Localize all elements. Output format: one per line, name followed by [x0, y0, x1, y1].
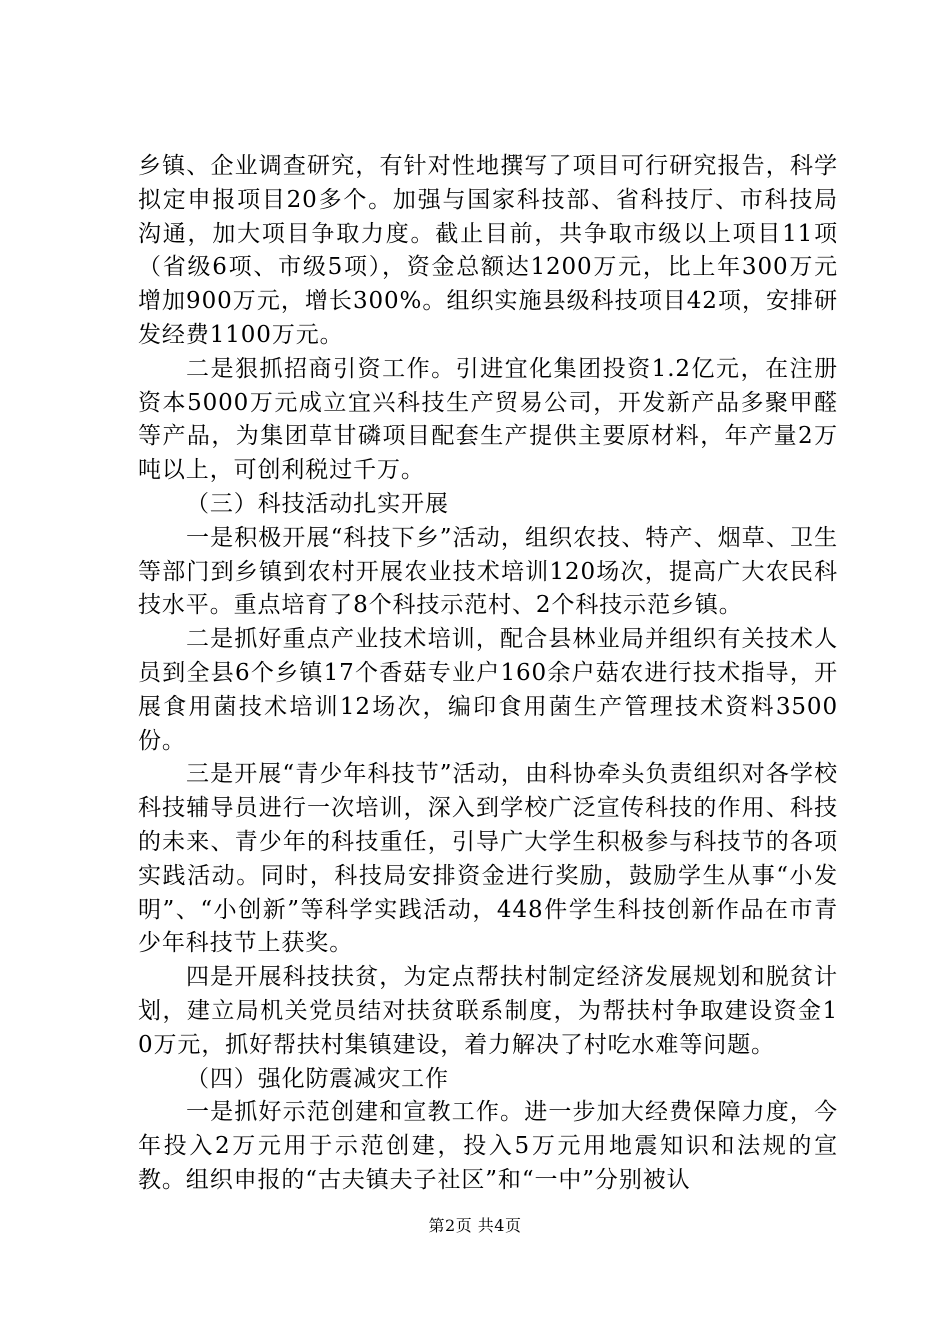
paragraph-tech-to-countryside: 一是积极开展“科技下乡”活动，组织农技、特产、烟草、卫生等部门到乡镇到农村开展农业技术培训120场次，提高广大农民科技水平。重点培育了8个科技示范村、2个科技示范乡镇。 [138, 524, 838, 619]
page-number-footer: 第2页 共4页 [428, 1216, 522, 1235]
document-body [138, 150, 838, 1198]
section-heading-tech-activities: （三）科技活动扎实开展 [186, 490, 449, 517]
section-heading-earthquake-prevention: （四）强化防震减灾工作 [186, 1065, 449, 1092]
paragraph-industry-training: 二是抓好重点产业技术培训，配合县林业局并组织有关技术人员到全县6个乡镇17个香菇专业户160余户菇农进行技术指导，开展食用菌技术培训12场次，编印食用菌生产管理技术资料3500份。 [138, 626, 838, 754]
paragraph-demonstration-education: 一是抓好示范创建和宣教工作。进一步加大经费保障力度，今年投入2万元用于示范创建，投入5万元用地震知识和法规的宣教。组织申报的“古夫镇夫子社区”和“一中”分别被认 [138, 1099, 838, 1193]
paragraph-youth-tech-festival: 三是开展“青少年科技节”活动，由科协牵头负责组织对各学校科技辅导员进行一次培训，深入到学校广泛宣传科技的作用、科技的未来、青少年的科技重任，引导广大学生积极参与科技节的各项实践活动。同时，科技局安排资金进行奖励，鼓励学生从事“小发明”、“小创新”等科学实践活动，448件学生科技创新作品在市青少年科技节上获奖。 [138, 761, 838, 957]
paragraph-investment-attraction: 二是狠抓招商引资工作。引进宜化集团投资1.2亿元，在注册资本5000万元成立宜兴科技生产贸易公司，开发新产品多聚甲醛等产品，为集团草甘磷项目配套生产提供主要原材料，年产量2万吨以上，可创利税过千万。 [138, 355, 838, 484]
paragraph-poverty-alleviation: 四是开展科技扶贫，为定点帮扶村制定经济发展规划和脱贫计划，建立局机关党员结对扶贫联系制度，为帮扶村争取建设资金10万元，抓好帮扶村集镇建设，着力解决了村吃水难等问题。 [138, 964, 838, 1058]
paragraph-project-applications: 乡镇、企业调查研究，有针对性地撰写了项目可行研究报告，科学拟定申报项目20多个。加强与国家科技部、省科技厅、市科技局沟通，加大项目争取力度。截止目前，共争取市级以上项目11项（省级6项、市级5项），资金总额达1200万元，比上年300万元增加900万元，增长300%。组织实施县级科技项目42项，安排研发经费1100万元。 [138, 153, 838, 348]
